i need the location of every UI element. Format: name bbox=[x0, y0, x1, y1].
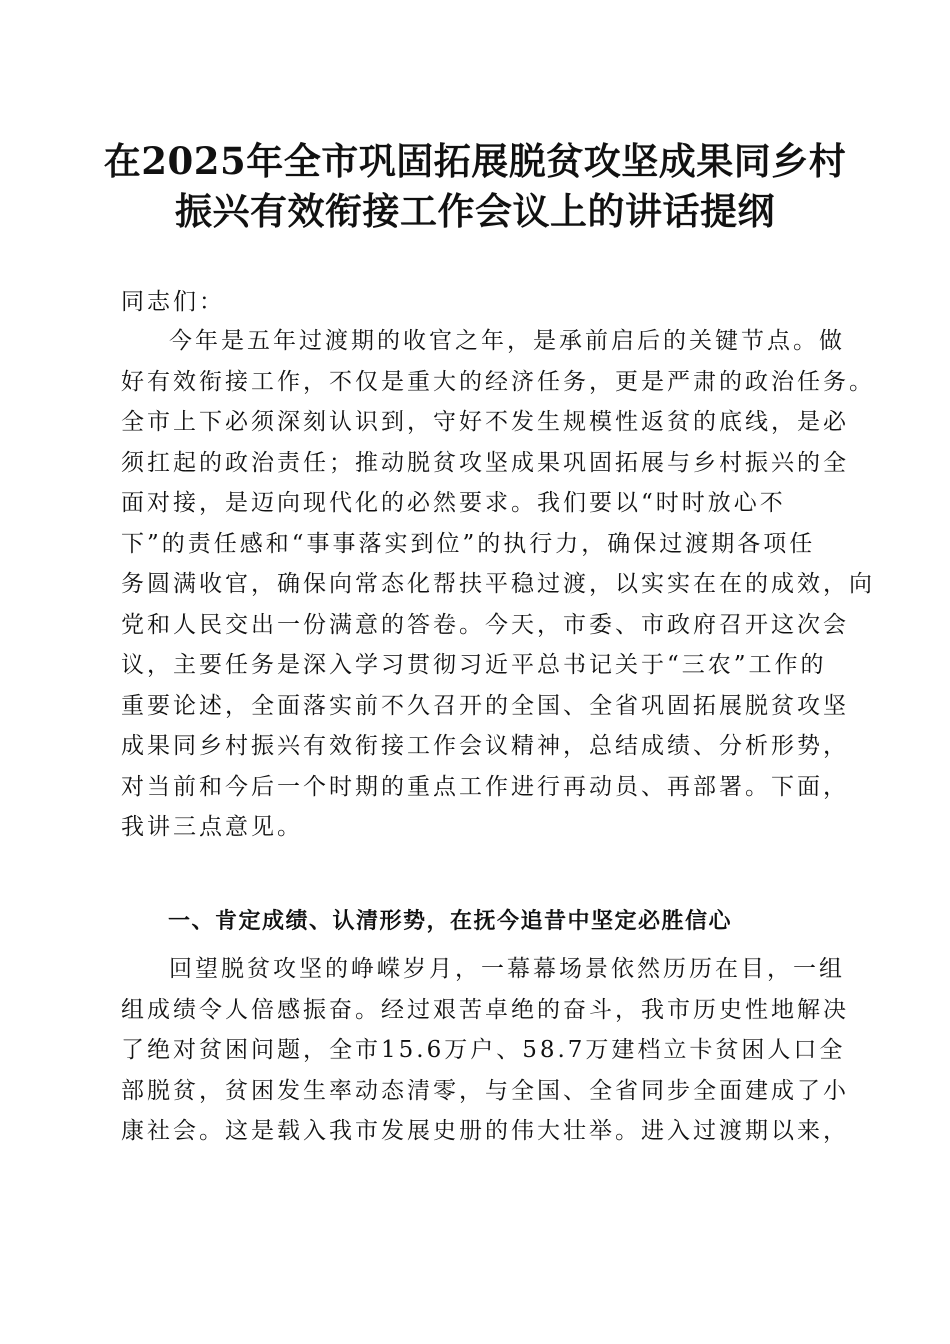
paragraph-line: 回望脱贫攻坚的峥嵘岁月，一幕幕场景依然历历在目，一组 bbox=[169, 956, 845, 982]
paragraph-line: 康社会。这是载入我市发展史册的伟大壮举。进入过渡期以来， bbox=[121, 1118, 849, 1144]
paragraph-line: 议，主要任务是深入学习贯彻习近平总书记关于“三农”工作的 bbox=[121, 652, 827, 678]
paragraph-line: 务圆满收官，确保向常态化帮扶平稳过渡，以实实在在的成效，向 bbox=[121, 571, 875, 597]
paragraph-review bbox=[121, 949, 849, 1152]
paragraph-line: 好有效衔接工作，不仅是重大的经济任务，更是严肃的政治任务。 bbox=[121, 368, 875, 395]
salutation bbox=[121, 282, 833, 323]
paragraph-line: 成果同乡村振兴有效衔接工作会议精神，总结成绩、分析形势， bbox=[121, 733, 849, 759]
paragraph-line: 对当前和今后一个时期的重点工作进行再动员、再部署。下面， bbox=[121, 773, 849, 800]
paragraph-line: 全市上下必须深刻认识到，守好不发生规模性返贫的底线，是必 bbox=[121, 409, 849, 435]
paragraph-line: 今年是五年过渡期的收官之年，是承前启后的关键节点。做 bbox=[169, 328, 845, 354]
document-title bbox=[100, 136, 850, 236]
title-line: 在2025年全市巩固拓展脱贫攻坚成果同乡村 bbox=[103, 139, 847, 183]
paragraph-line: 组成绩令人倍感振奋。经过艰苦卓绝的奋斗，我市历史性地解决 bbox=[121, 996, 849, 1023]
paragraph-intro bbox=[121, 321, 875, 848]
paragraph-line: 部脱贫，贫困发生率动态清零，与全国、全省同步全面建成了小 bbox=[121, 1077, 849, 1104]
paragraph-line: 重要论述，全面落实前不久召开的全国、全省巩固拓展脱贫攻坚 bbox=[121, 692, 849, 719]
paragraph-line: 面对接，是迈向现代化的必然要求。我们要以“时时放心不 bbox=[121, 490, 786, 516]
section-heading-1: 一、肯定成绩、认清形势，在抚今追昔中坚定必胜信心 bbox=[168, 909, 733, 934]
paragraph-line: 党和人民交出一份满意的答卷。今天，市委、市政府召开这次会 bbox=[121, 611, 849, 638]
title-line: 振兴有效衔接工作会议上的讲话提纲 bbox=[175, 189, 775, 233]
paragraph-line: 了绝对贫困问题，全市15.6万户、58.7万建档立卡贫困人口全 bbox=[121, 1037, 846, 1063]
paragraph-line: 我讲三点意见。 bbox=[121, 814, 303, 840]
paragraph-line: 下”的责任感和“事事落实到位”的执行力，确保过渡期各项任 bbox=[121, 530, 816, 557]
salutation-text: 同志们： bbox=[121, 289, 225, 315]
paragraph-line: 须扛起的政治责任；推动脱贫攻坚成果巩固拓展与乡村振兴的全 bbox=[121, 449, 849, 476]
